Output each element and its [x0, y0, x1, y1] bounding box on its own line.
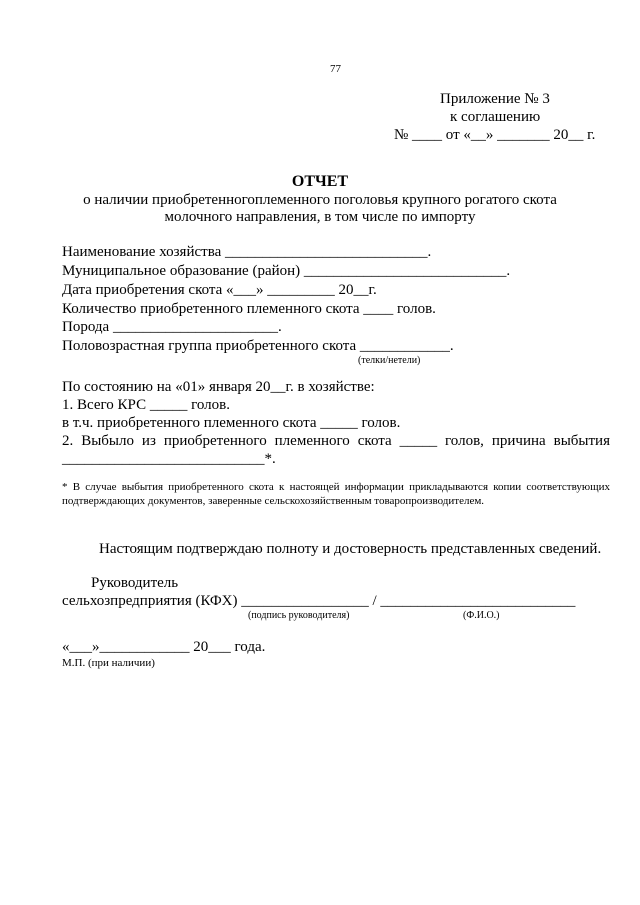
- report-subtitle-1: о наличии приобретенногоплеменного поголовья крупного рогатого скота: [83, 192, 557, 208]
- page-number: 77: [330, 63, 341, 75]
- status-disposed-line1: 2. Выбыло из приобретенного племенного скота _____ голов, причина выбытия: [62, 433, 610, 449]
- field-age-group: Половозрастная группа приобретенного скота ____________.: [62, 338, 454, 354]
- signature-hint: (подпись руководителя): [248, 610, 350, 621]
- appendix-agreement: к соглашению: [450, 109, 541, 125]
- status-purchased-cattle: в т.ч. приобретенного племенного скота _____ голов.: [62, 415, 401, 431]
- appendix-number-date: № ____ от «__» _______ 20__ г.: [394, 127, 596, 143]
- appendix-title: Приложение № 3: [440, 91, 550, 107]
- signature-role-line1: Руководитель: [91, 575, 179, 591]
- signature-role-line2: сельхозпредприятия (КФХ) _________________ / __________________________: [62, 593, 576, 609]
- field-breed: Порода ______________________.: [62, 319, 282, 335]
- report-title: ОТЧЕТ: [291, 173, 349, 190]
- status-disposed-line2: ___________________________*.: [62, 451, 276, 467]
- field-age-group-hint: (телки/нетели): [358, 355, 421, 366]
- stamp-note: М.П. (при наличии): [62, 657, 155, 669]
- footnote: * В случае выбытия приобретенного скота к настоящей информации прикладываются копии соответствующих подтверждающих документов, заверенные сельскохозяйственным товаропроизводителем.: [62, 481, 610, 507]
- confirmation-statement: Настоящим подтверждаю полноту и достоверность представленных сведений.: [99, 541, 602, 557]
- status-total-cattle: 1. Всего КРС _____ голов.: [62, 397, 230, 413]
- signature-date: «___»____________ 20___ года.: [62, 639, 266, 655]
- field-farm-name: Наименование хозяйства ___________________________.: [62, 244, 432, 260]
- status-intro: По состоянию на «01» января 20__г. в хозяйстве:: [62, 379, 375, 395]
- field-municipality: Муниципальное образование (район) ___________________________.: [62, 263, 511, 279]
- field-purchase-date: Дата приобретения скота «___» _________ 20__г.: [62, 282, 377, 298]
- field-quantity: Количество приобретенного племенного скота ____ голов.: [62, 301, 436, 317]
- name-hint: (Ф.И.О.): [463, 610, 500, 621]
- report-subtitle-2: молочного направления, в том числе по импорту: [164, 209, 476, 225]
